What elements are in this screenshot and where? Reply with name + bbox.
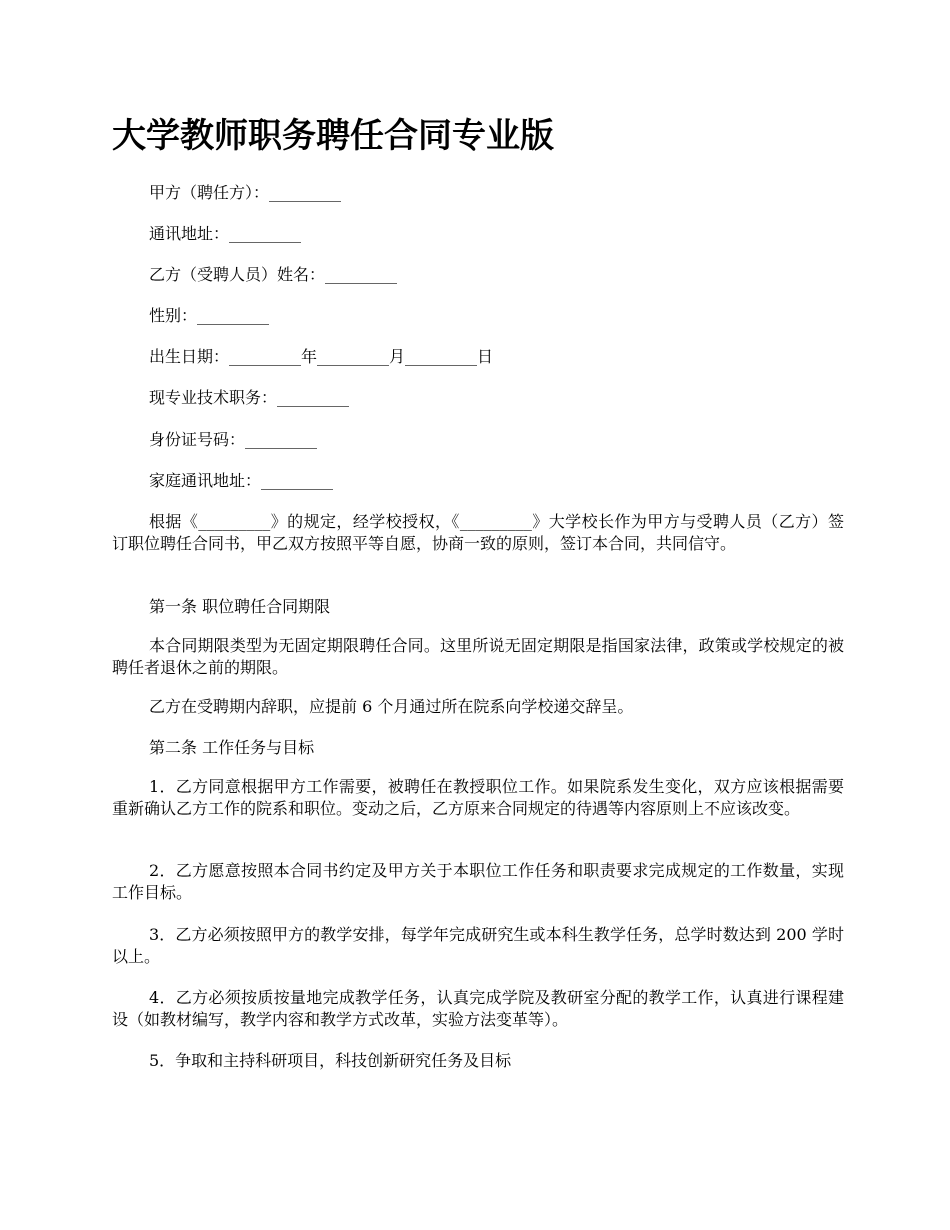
paragraph-item-4: 4．乙方必须按质按量地完成教学任务，认真完成学院及教研室分配的教学工作，认真进行课程建设（如教材编写，教学内容和教学方式改革，实验方法变革等）。 — [112, 988, 844, 1029]
field-birth-date: 出生日期：_________年_________月_________日 — [149, 347, 494, 366]
paragraph-preamble: 根据《_________》的规定，经学校授权，《_________》大学校长作为甲方与受聘人员（乙方）签订职位聘任合同书，甲乙双方按照平等自愿，协商一致的原则，签订本合同，共同信守。 — [112, 512, 844, 553]
field-id-number: 身份证号码：_________ — [149, 430, 318, 449]
heading-article-2: 第二条 工作任务与目标 — [149, 738, 315, 757]
field-home-address: 家庭通讯地址：_________ — [149, 471, 334, 490]
field-current-title: 现专业技术职务：_________ — [149, 388, 350, 407]
paragraph-contract-term: 本合同期限类型为无固定期限聘任合同。这里所说无固定期限是指国家法律，政策或学校规定的被聘任者退休之前的期限。 — [112, 636, 844, 677]
field-party-b-name: 乙方（受聘人员）姓名：_________ — [149, 265, 398, 284]
paragraph-item-2: 2．乙方愿意按照本合同书约定及甲方关于本职位工作任务和职责要求完成规定的工作数量，实现工作目标。 — [112, 861, 844, 902]
paragraph-item-3: 3．乙方必须按照甲方的教学安排，每学年完成研究生或本科生教学任务，总学时数达到 200 学时以上。 — [112, 925, 844, 966]
paragraph-resignation: 乙方在受聘期内辞职，应提前 6 个月通过所在院系向学校递交辞呈。 — [149, 697, 634, 716]
field-address: 通讯地址：_________ — [149, 224, 302, 243]
paragraph-item-1: 1．乙方同意根据甲方工作需要，被聘任在教授职位工作。如果院系发生变化，双方应该根据需要重新确认乙方工作的院系和职位。变动之后，乙方原来合同规定的待遇等内容原则上不应该改变。 — [112, 777, 844, 818]
field-party-a: 甲方（聘任方）：_________ — [149, 183, 342, 202]
document-title: 大学教师职务聘任合同专业版 — [112, 116, 554, 156]
heading-article-1: 第一条 职位聘任合同期限 — [149, 597, 331, 616]
paragraph-item-5: 5．争取和主持科研项目，科技创新研究任务及目标 — [149, 1051, 512, 1070]
field-gender: 性别：_________ — [149, 306, 270, 325]
